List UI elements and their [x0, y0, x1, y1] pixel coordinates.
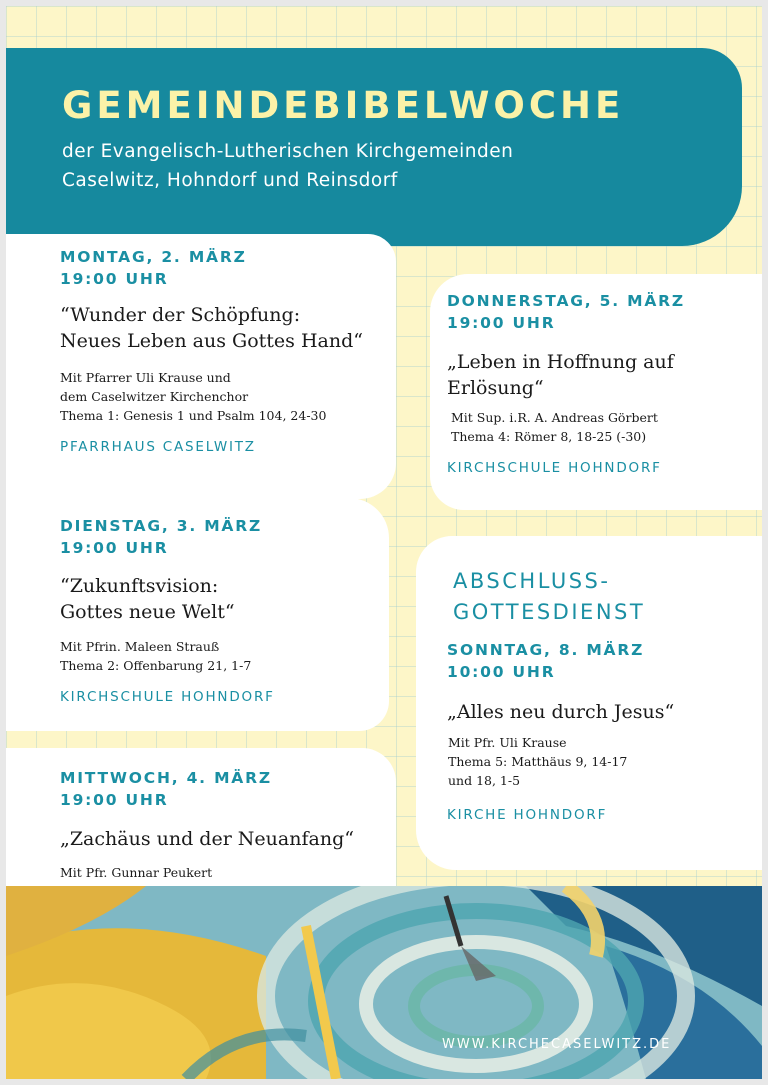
subtitle-line: Caselwitz, Hohndorf und Reinsdorf	[62, 170, 398, 191]
talk-line: Erlösung“	[447, 377, 544, 399]
subtitle-line: der Evangelisch-Lutherischen Kirchgemeinden	[62, 141, 514, 162]
info-line: Thema 5: Matthäus 9, 14-17	[448, 754, 628, 769]
talk-line: „Alles neu durch Jesus“	[447, 701, 675, 723]
heading-line: ABSCHLUSS-	[453, 569, 611, 593]
event-day: MITTWOCH, 4. MÄRZ	[60, 769, 272, 787]
info-line: Mit Pfrin. Maleen Strauß	[60, 639, 220, 654]
event-location: KIRCHSCHULE HOHNDORF	[447, 460, 662, 476]
info-line: Thema 1: Genesis 1 und Psalm 104, 24-30	[60, 408, 327, 423]
talk-line: “Wunder der Schöpfung:	[60, 304, 301, 326]
event-date	[447, 639, 644, 683]
event-location: PFARRHAUS CASELWITZ	[60, 439, 256, 455]
info-line: Mit Pfr. Gunnar Peukert	[60, 865, 213, 880]
event-location: KIRCHE HOHNDORF	[447, 807, 608, 823]
poster	[6, 6, 762, 1079]
event-info	[60, 368, 326, 425]
website-link: WWW.KIRCHECASELWITZ.DE	[442, 1037, 672, 1052]
event-talk-title	[60, 302, 363, 354]
event-day: DONNERSTAG, 5. MÄRZ	[447, 292, 685, 310]
event-time: 19:00 UHR	[60, 791, 169, 809]
event-date	[60, 767, 272, 811]
event-info	[60, 637, 251, 675]
event-talk-title	[447, 349, 674, 401]
event-info	[451, 408, 658, 446]
heading-line: GOTTESDIENST	[453, 600, 646, 624]
talk-line: „Leben in Hoffnung auf	[447, 351, 674, 373]
talk-line: Neues Leben aus Gottes Hand“	[60, 330, 363, 352]
event-location: KIRCHSCHULE HOHNDORF	[60, 689, 275, 705]
event-date	[60, 246, 247, 290]
event-info	[448, 733, 627, 790]
event-time: 19:00 UHR	[60, 539, 169, 557]
info-line: und 18, 1-5	[448, 773, 521, 788]
event-day: SONNTAG, 8. MÄRZ	[447, 641, 645, 659]
closing-service-heading	[453, 566, 645, 628]
event-talk-title	[60, 573, 235, 625]
info-line: Mit Pfr. Uli Krause	[448, 735, 567, 750]
event-time: 10:00 UHR	[447, 663, 556, 681]
event-talk-title	[447, 699, 674, 725]
info-line: Thema 4: Römer 8, 18-25 (-30)	[451, 429, 647, 444]
event-time: 19:00 UHR	[60, 270, 169, 288]
poster-subtitle	[62, 137, 513, 195]
talk-line: „Zachäus und der Neuanfang“	[60, 828, 354, 850]
info-line: Mit Sup. i.R. A. Andreas Görbert	[451, 410, 658, 425]
talk-line: Gottes neue Welt“	[60, 601, 235, 623]
event-day: MONTAG, 2. MÄRZ	[60, 248, 247, 266]
info-line: Mit Pfarrer Uli Krause und	[60, 370, 231, 385]
talk-line: “Zukunftsvision:	[60, 575, 219, 597]
event-day: DIENSTAG, 3. MÄRZ	[60, 517, 262, 535]
event-date	[447, 290, 685, 334]
poster-title: GEMEINDEBIBELWOCHE	[62, 84, 625, 127]
info-line: Thema 2: Offenbarung 21, 1-7	[60, 658, 252, 673]
event-date	[60, 515, 262, 559]
event-time: 19:00 UHR	[447, 314, 556, 332]
info-line: dem Caselwitzer Kirchenchor	[60, 389, 249, 404]
event-talk-title	[60, 826, 354, 852]
